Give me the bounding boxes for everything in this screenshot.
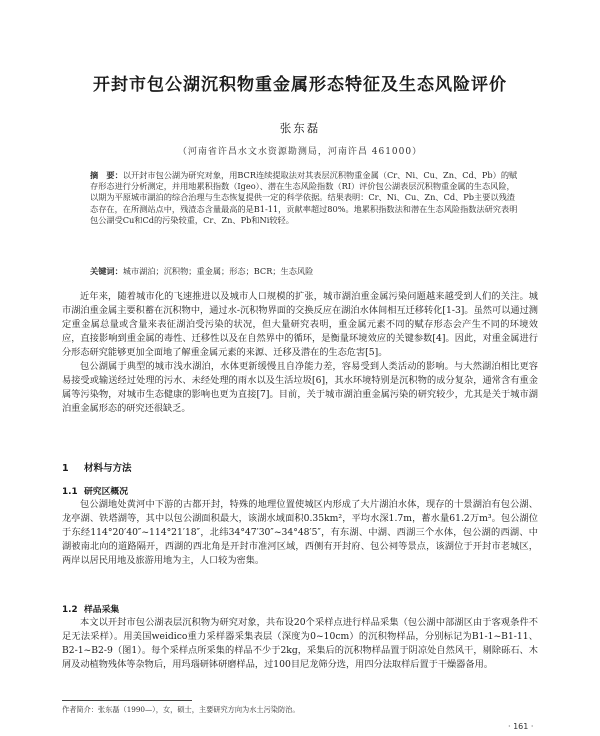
section-title: 样品采集 — [84, 605, 120, 615]
abstract — [90, 170, 520, 226]
section-number: 1.1 — [62, 487, 78, 497]
section-heading-1-2 — [62, 602, 119, 615]
footnote-divider — [62, 700, 192, 701]
section-1-2-paragraph: 本文以开封市包公湖表层沉积物为研究对象，共布设20个采样点进行样品采集（包公湖中部湖区由于客观条件不足无法采样）。用美国weidico重力采样器采集表层（深度为0~10cm）的沉积物样品，分别标记为B1-1~B1-11、B2-1~B2-9（图1）。每个采样点所采集的样品不少于2kg，采集后的沉积物样品置于阴凉处自然风干，剔除砾石、木屑及动植物残体等杂物后，用玛瑙研钵研磨样品，过100目尼龙筛分选，用四分法取样后置于干燥器备用。 — [62, 617, 538, 670]
section-1-1-paragraph: 包公湖地处黄河中下游的古都开封，特殊的地理位置使城区内形成了大片湖泊水体，现存的十景湖泊有包公湖、龙亭湖、铁塔湖等，其中以包公湖面积最大，该湖水域面积0.35km²，平均水深1.7m，蓄水量61.2万m³。包公湖位于东经114°20′40″~114°21′18″，北纬34°47′30″~34°48′5″，有东湖、中湖、西湖三个水体，包公湖的西湖、中湖被南北向的道路隔开，西湖的西北角是开封市准河区域，西侧有开封府、包公祠等景点，该湖位于开封市老城区，两岸以居民用地及旅游用地为主，人口较为密集。 — [62, 499, 538, 566]
author-affiliation: （河南省许昌水文水资源勘测局，河南许昌 461000） — [177, 147, 423, 157]
intro-paragraph-1: 近年来，随着城市化的飞速推进以及城市人口规模的扩张，城市湖泊重金属污染问题越来越受到人们的关注。城市湖泊重金属主要积蓄在沉积物中，通过水-沉积物界面的交换反应在湖泊水体间相互迁移转化[1-3]。虽然可以通过测定重金属总量或含量来表征湖泊受污染的状况，但大量研究表明，重金属元素不同的赋存形态会产生不同的环境效应，直接影响到重金属的毒性、迁移性以及在自然界中的循环，是衡量环境效应的关键参数[4]。因此，对重金属进行分形态研究能够更加全面地了解重金属元素的来源、迁移及潜在的生态危害[5]。 — [62, 291, 538, 358]
introduction — [62, 290, 538, 416]
author-name: 张东磊 — [279, 121, 321, 135]
section-title: 材料与方法 — [84, 463, 132, 474]
section-1-1-body — [62, 498, 538, 568]
section-heading-1-1 — [62, 484, 128, 497]
section-1-2-body — [62, 616, 538, 672]
keywords-label: 关键词： — [90, 266, 123, 276]
abstract-text: 以开封市包公湖为研究对象，用BCR连续提取法对其表层沉积物重金属（Cr、Ni、Cu、Zn、Cd、Pb）的赋存形态进行分析测定，并用地累积指数（Igeo）、潜在生态风险指数（RI）评价包公湖表层沉积物重金属的生态风险，以期为平原城市湖泊的综合治理与生态恢复提供一定的科学依据。结果表明：Cr、Ni、Cu、Zn、Cd、Pb主要以残渣态存在，在所测站点中，残渣态含量最高的是B1-11，贡献率超过80%。地累积指数法和潜在生态风险指数法研究表明包公湖受Cu和Cd的污染较重，Cr、Zn、Pb和Ni较轻。 — [90, 170, 518, 225]
page-number: · 161 · — [508, 722, 534, 731]
keywords-text: 城市湖泊；沉积物；重金属；形态；BCR；生态风险 — [122, 266, 314, 276]
abstract-label: 摘 要： — [90, 170, 123, 180]
author-footnote: 作者简介：张东磊（1990—），女，硕士，主要研究方向为水土污染防治。 — [62, 705, 300, 714]
paper-title: 开封市包公湖沉积物重金属形态特征及生态风险评价 — [93, 75, 507, 95]
section-number: 1.2 — [62, 605, 78, 615]
section-heading-1 — [62, 460, 132, 474]
keywords — [90, 266, 520, 277]
section-title: 研究区概况 — [84, 487, 128, 497]
intro-paragraph-2: 包公湖属于典型的城市浅水湖泊，水体更新缓慢且自净能力差，容易受到人类活动的影响。与大然湖泊相比更容易接受或输送经过处理的污水、未经处理的雨水以及生活垃圾[6]，其水环境特别是沉积物的成分复杂，通常含有重金属等污染物，对城市生态健康的影响也更为直接[7]。目前，关于城市湖泊重金属污染的研究较少，尤其是关于城市湖泊重金属形态的研究还很缺乏。 — [62, 361, 538, 414]
section-number: 1 — [62, 463, 69, 474]
